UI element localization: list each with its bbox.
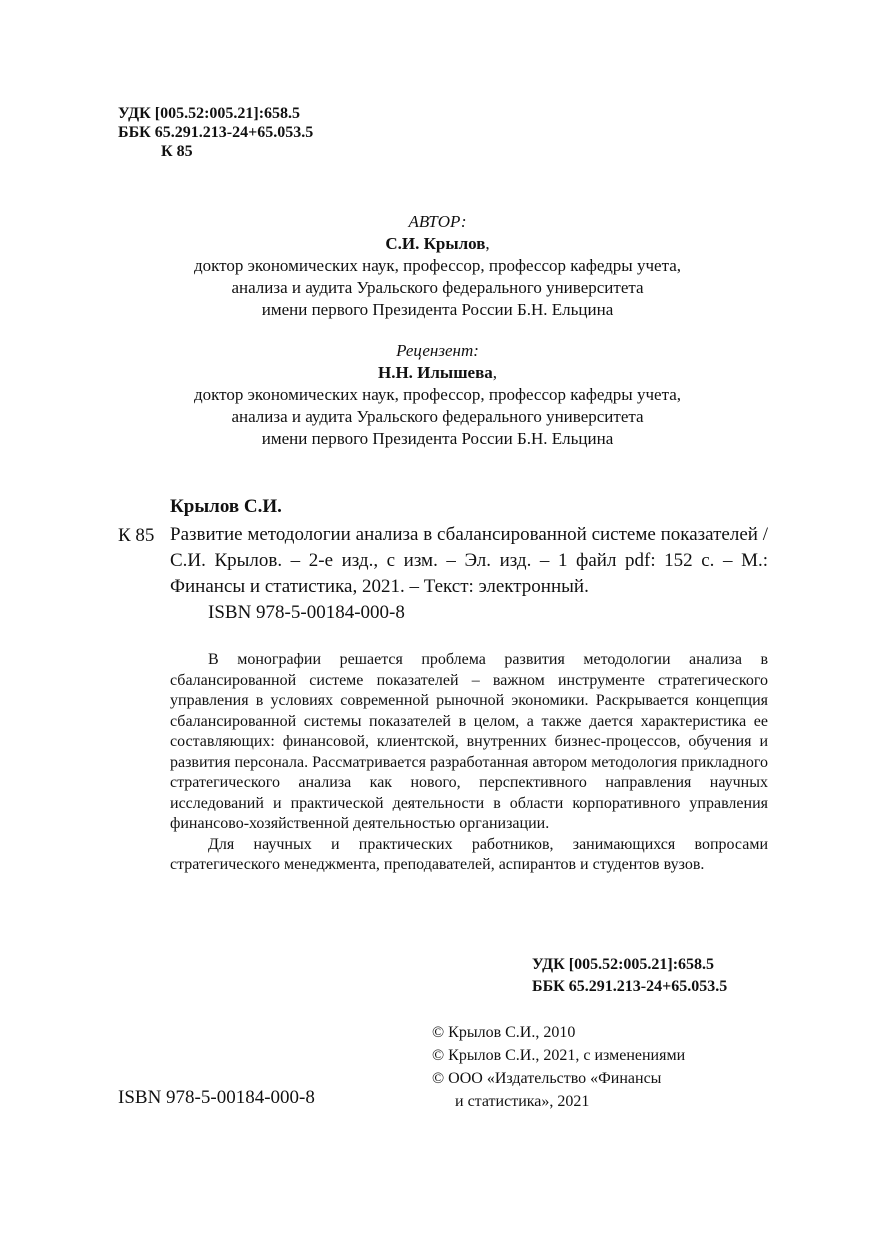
annotation: [170, 650, 768, 876]
author-credentials-2: анализа и аудита Уральского федерального университета: [231, 278, 644, 297]
copyright-line-2: © Крылов С.И., 2021, с изменениями: [432, 1047, 686, 1064]
reviewer-credentials-1: доктор экономических наук, профессор, профессор кафедры учета,: [194, 385, 681, 404]
reviewer-role: Рецензент:: [396, 341, 479, 360]
card-isbn: ISBN 978-5-00184-000-8: [208, 602, 405, 623]
udk-bottom: УДК [005.52:005.21]:658.5: [532, 956, 715, 973]
reviewer-name: Н.Н. Илышева: [377, 363, 493, 382]
copyright-block: [432, 1021, 685, 1113]
reviewer-credentials-3: имени первого Президента России Б.Н. Ельцина: [261, 429, 614, 448]
classification-top: [118, 104, 313, 161]
author-credentials-3: имени первого Президента России Б.Н. Ельцина: [261, 300, 614, 319]
reviewer-credentials-2: анализа и аудита Уральского федерального университета: [231, 407, 644, 426]
reviewer-block: [0, 340, 875, 450]
author-credentials-1: доктор экономических наук, профессор, профессор кафедры учета,: [194, 256, 681, 275]
annotation-paragraph-1: В монографии решается проблема развития методологии анализа в сбалансированной системе показателей – важном инструменте стратегического управления в условиях современной рыночной экономики. Раскрывается концепция сбалансированной системы показателей в целом, а также дается характеристика ее составляющих: финансовой, клиентской, внутренних бизнес-процессов, обучения и развития персонала. Рассматривается разработанная автором методология прикладного стратегического анализа как нового, перспективного направления научных исследований и практической деятельности в области корпоративного управления финансово-хозяйственной деятельностью организации.: [170, 651, 768, 832]
author-name-line: С.И. Крылов,: [385, 234, 490, 253]
reviewer-name-line: Н.Н. Илышева,: [377, 363, 498, 382]
author-name: С.И. Крылов: [385, 234, 486, 253]
card-description: [170, 522, 768, 626]
isbn-bottom: ISBN 978-5-00184-000-8: [118, 1087, 315, 1108]
copyright-line-1: © Крылов С.И., 2010: [432, 1024, 576, 1041]
card-author: Крылов С.И.: [170, 496, 282, 517]
udk-top: УДК [005.52:005.21]:658.5: [118, 105, 301, 122]
annotation-paragraph-2: Для научных и практических работников, занимающихся вопросами стратегического менеджмента, преподавателей, аспирантов и студентов вузов.: [170, 835, 768, 873]
author-role: АВТОР:: [408, 212, 467, 231]
copyright-line-3: © ООО «Издательство «Финансы: [432, 1070, 662, 1087]
bibliographic-description: Развитие методологии анализа в сбалансированной системе показателей / С.И. Крылов. – 2-е изд., с изм. – Эл. изд. – 1 файл pdf: 152 с. – М.: Финансы и статистика, 2021. – Текст: электронный.: [170, 524, 768, 597]
copyright-line-4: и статистика», 2021: [455, 1093, 590, 1110]
card-author-mark: К 85: [118, 525, 155, 546]
author-block: [0, 211, 875, 321]
classification-bottom: [532, 954, 727, 998]
author-mark-top: К 85: [161, 143, 193, 160]
bbk-bottom: ББК 65.291.213-24+65.053.5: [532, 978, 728, 995]
bbk-top: ББК 65.291.213-24+65.053.5: [118, 124, 314, 141]
